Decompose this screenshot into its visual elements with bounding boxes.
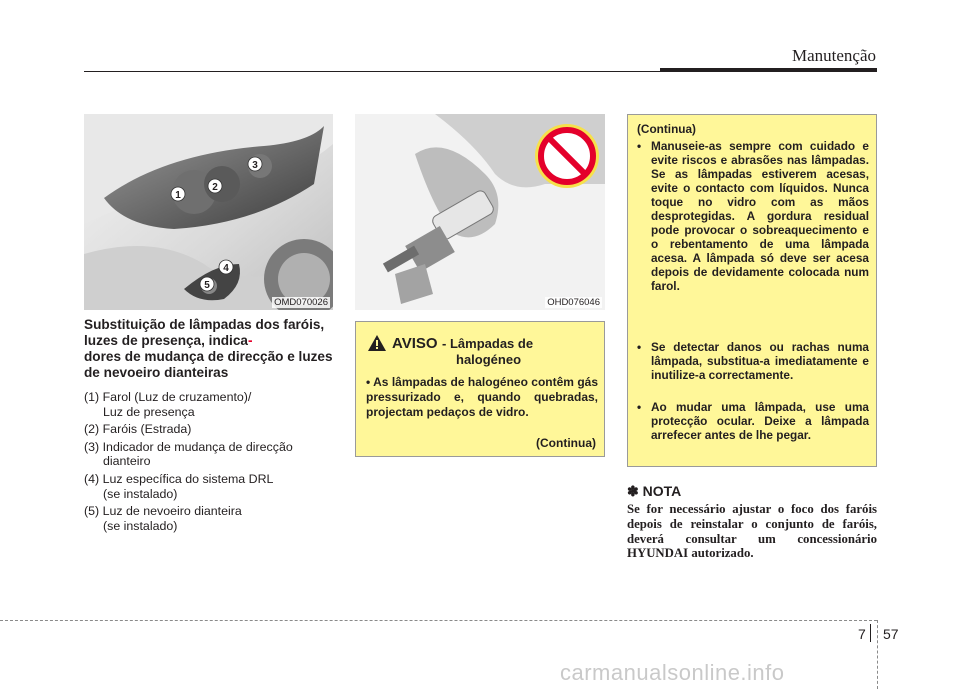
page-number-separator <box>870 624 871 642</box>
caution-bullet: • Manuseie-as sempre com cuidado e evite riscos e abrasões nas lâmpadas. Se as lâmpadas estiverem acesas, evite o contacto com líquidos. Nunca toque no vidro com as mãos desprotegidas. A gordura residual pode provocar o sobreaquecimento e o rebentamento de uma lâmpada acesa. A lâmpada só deve ser acesa depois de devidamente colocada num farol. <box>637 139 869 293</box>
footer-divider <box>877 620 878 689</box>
prohibition-icon <box>535 124 599 188</box>
chapter-number: 7 <box>858 626 866 642</box>
list-item: (1) Farol (Luz de cruzamento)/ Luz de presença <box>84 390 252 419</box>
page-number: 57 <box>883 626 899 642</box>
caution-continued-box <box>627 114 877 467</box>
caution-bullet: • Se detectar danos ou rachas numa lâmpada, substitua-a imediatamente e inutilize-a correctamente. <box>637 340 869 382</box>
note-text: Se for necessário ajustar o foco dos faróis depois de reinstalar o conjunto de faróis, deverá consultar um concessionário HYUNDAI autorizado. <box>627 502 877 561</box>
continued-title: (Continua) <box>637 122 696 136</box>
list-item: (2) Faróis (Estrada) <box>84 422 192 437</box>
callout-1: 1 <box>175 190 181 201</box>
warning-text: • As lâmpadas de halogéneo contêm gás pressurizado e, quando quebradas, projectam pedaços de vidro. <box>366 375 598 419</box>
warning-box <box>355 321 605 457</box>
footer-rule <box>0 620 877 621</box>
page-section-title: Manutenção <box>791 46 876 65</box>
warning-triangle-icon <box>367 334 387 352</box>
bulb-list <box>84 390 344 536</box>
list-item: (4) Luz específica do sistema DRL (se instalado) <box>84 471 274 501</box>
callout-2: 2 <box>212 182 218 193</box>
hand-holding-bulb-illustration <box>355 114 605 310</box>
car-headlamp-figure <box>84 114 333 310</box>
figure-code: OMD070026 <box>274 297 328 308</box>
warning-subtitle: halogéneo <box>456 352 522 367</box>
callout-5: 5 <box>204 280 210 291</box>
halogen-bulb-figure <box>355 114 605 310</box>
callout-3: 3 <box>252 160 258 171</box>
car-front-illustration <box>84 114 333 310</box>
caution-bullet: • Ao mudar uma lâmpada, use uma protecção ocular. Deixe a lâmpada arrefecer antes de lhe pegar. <box>637 400 869 442</box>
header-rule-accent <box>660 68 877 72</box>
list-item: (3) Indicador de mudança de direcção dianteiro <box>84 439 293 469</box>
warning-continued: (Continua) <box>536 436 596 450</box>
list-item: (5) Luz de nevoeiro dianteira (se instalado) <box>84 504 242 533</box>
watermark: carmanualsonline.info <box>560 660 785 685</box>
note-heading: ✽ NOTA <box>627 483 682 499</box>
callout-4: 4 <box>223 263 229 274</box>
figure-code: OHD076046 <box>547 297 600 308</box>
section-heading: Substituição de lâmpadas dos faróis, luzes de presença, indica- dores de mudança de direcção e luzes de nevoeiro dianteiras <box>84 317 333 380</box>
warning-title: AVISO - Lâmpadas de <box>392 335 534 352</box>
